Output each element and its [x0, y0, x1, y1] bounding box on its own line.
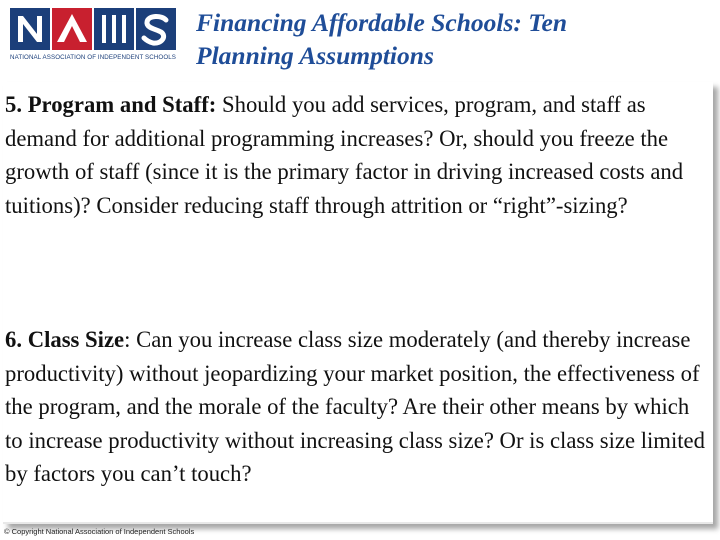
section-heading: 5. Program and Staff:	[5, 92, 217, 117]
logo-tagline: NATIONAL ASSOCIATION OF INDEPENDENT SCHOOLS	[10, 54, 177, 61]
slide-title	[196, 6, 706, 72]
content-panel	[3, 82, 713, 524]
title-line-2: Planning Assumptions	[196, 41, 434, 70]
section-class-size	[5, 323, 705, 491]
nais-logo-mark	[10, 8, 185, 50]
nais-logo	[10, 8, 185, 62]
title-line-1: Financing Affordable Schools: Ten	[196, 8, 567, 37]
section-heading: 6. Class Size	[5, 327, 125, 352]
section-body: : Can you increase class size moderately (and thereby increase productivity) without jeopardizing your market position, the effectiveness of the program, and the morale of the faculty? Are their other means by which to increase productivity without increasing class size? Or is class size limited by factors you can’t touch?	[5, 327, 705, 487]
section-body: Should you add services, program, and staff as demand for additional programming increases? Or, should you freeze the growth of staff (since it is the primary factor in driving increased costs and tuitions)? Consider reducing staff through attrition or “right”-sizing?	[5, 92, 684, 218]
section-program-and-staff	[5, 88, 705, 222]
copyright-footer: © Copyright National Association of Independent Schools	[4, 527, 195, 536]
